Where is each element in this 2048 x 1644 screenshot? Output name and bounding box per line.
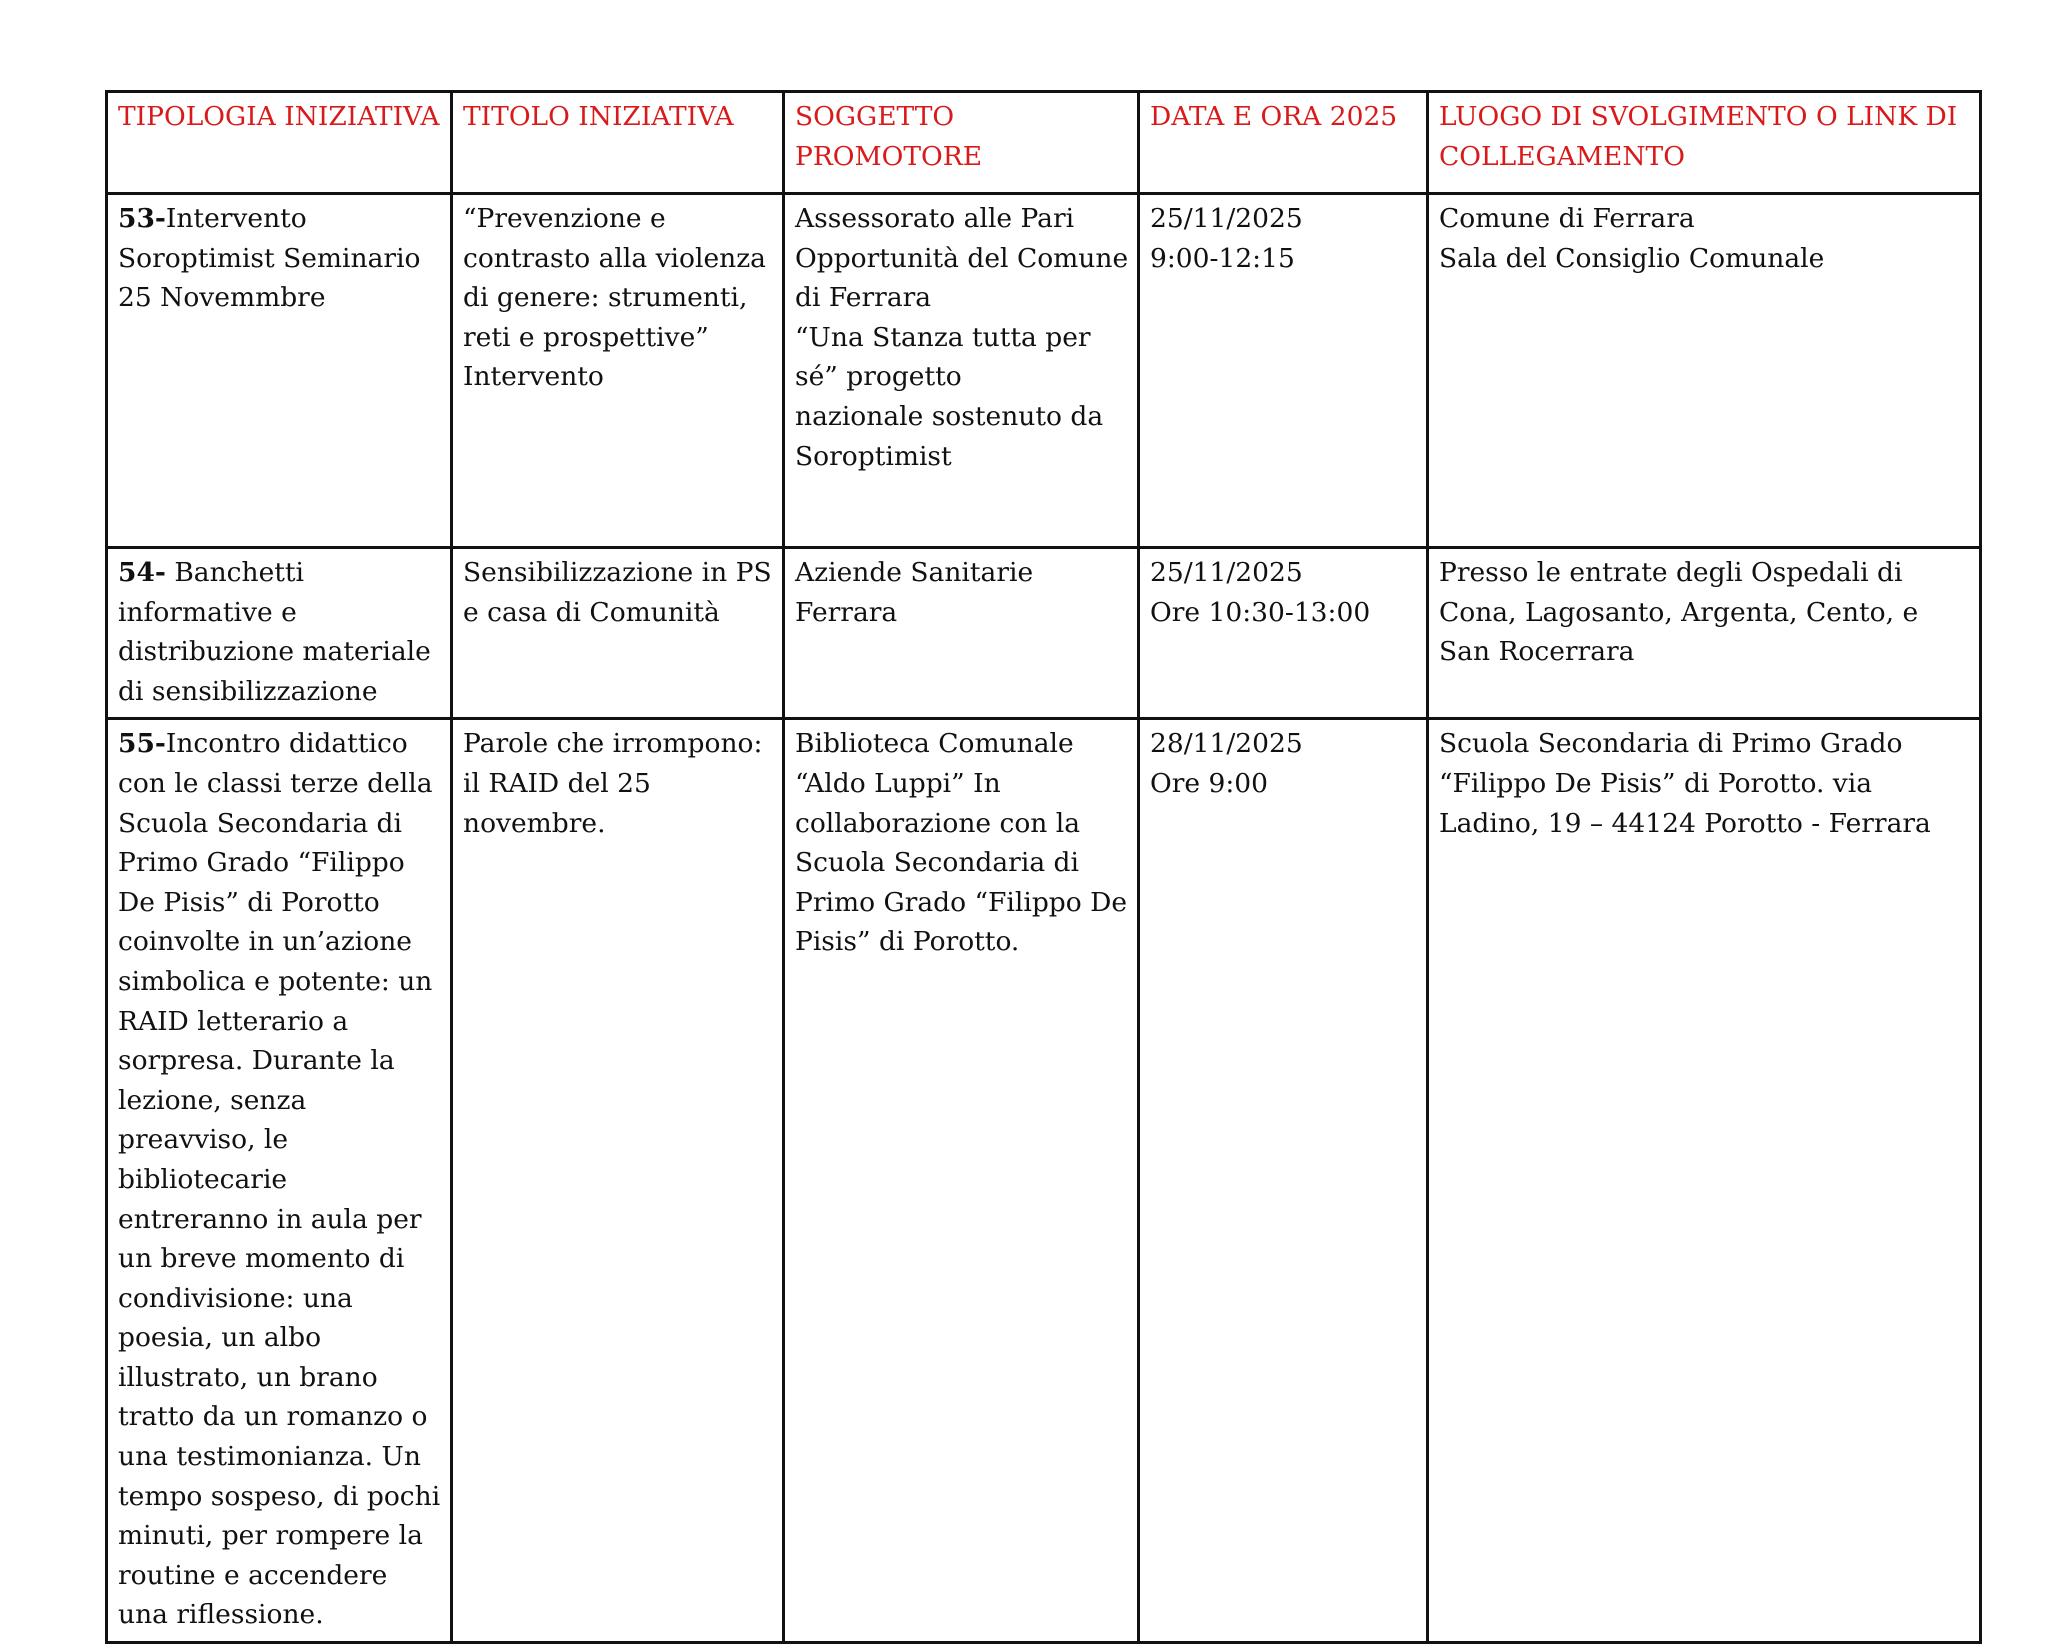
- header-data-ora: DATA E ORA 2025: [1139, 92, 1428, 194]
- header-luogo: LUOGO DI SVOLGIMENTO O LINK DI COLLEGAMENTO: [1428, 92, 1981, 194]
- cell-luogo: Presso le entrate degli Ospedali di Cona, Lagosanto, Argenta, Cento, e San Rocerrara: [1428, 548, 1981, 719]
- table-row: [107, 548, 1981, 719]
- cell-titolo: Sensibilizzazione in PS e casa di Comunità: [452, 548, 784, 719]
- cell-luogo: Scuola Secondaria di Primo Grado “Filippo De Pisis” di Porotto. via Ladino, 19 – 44124 Porotto - Ferrara: [1428, 719, 1981, 1643]
- header-titolo: TITOLO INIZIATIVA: [452, 92, 784, 194]
- cell-soggetto: Aziende Sanitarie Ferrara: [784, 548, 1139, 719]
- cell-tipologia: [107, 194, 452, 548]
- tipologia-text: Incontro didattico con le classi terze della Scuola Secondaria di Primo Grado “Filippo De Pisis” di Porotto coinvolte in un’azione simbolica e potente: un RAID letterario a sorpresa. Durante la lezione, senza preavviso, le bibliotecarie entreranno in aula per un breve momento di condivisione: una poesia, un albo illustrato, un brano tratto da un romanzo o una testimonianza. Un tempo sospeso, di pochi minuti, per rompere la routine e accendere una riflessione.: [118, 728, 441, 1631]
- table-header-row: [107, 92, 1981, 194]
- cell-data-ora: 25/11/2025 9:00-12:15: [1139, 194, 1428, 548]
- cell-titolo: “Prevenzione e contrasto alla violenza di genere: strumenti, reti e prospettive” Intervento: [452, 194, 784, 548]
- header-soggetto: SOGGETTO PROMOTORE: [784, 92, 1139, 194]
- cell-soggetto: Assessorato alle Pari Opportunità del Comune di Ferrara “Una Stanza tutta per sé” progetto nazionale sostenuto da Soroptimist: [784, 194, 1139, 548]
- row-number: 55-: [118, 728, 166, 760]
- tipologia-text: Banchetti informative e distribuzione materiale di sensibilizzazione: [118, 557, 431, 707]
- cell-data-ora: 28/11/2025 Ore 9:00: [1139, 719, 1428, 1643]
- cell-titolo: Parole che irrompono: il RAID del 25 novembre.: [452, 719, 784, 1643]
- cell-data-ora: 25/11/2025 Ore 10:30-13:00: [1139, 548, 1428, 719]
- header-tipologia: TIPOLOGIA INIZIATIVA: [107, 92, 452, 194]
- row-number: 54-: [118, 557, 166, 588]
- cell-tipologia: [107, 719, 452, 1643]
- table-row: [107, 194, 1981, 548]
- cell-luogo: Comune di Ferrara Sala del Consiglio Comunale: [1428, 194, 1981, 548]
- row-number: 53-: [118, 203, 166, 234]
- table-row: [107, 719, 1981, 1643]
- tipologia-text: Intervento Soroptimist Seminario 25 Novemmbre: [118, 203, 421, 314]
- events-table: [105, 90, 1982, 1644]
- cell-tipologia: [107, 548, 452, 719]
- cell-soggetto: Biblioteca Comunale “Aldo Luppi” In collaborazione con la Scuola Secondaria di Primo Grado “Filippo De Pisis” di Porotto.: [784, 719, 1139, 1643]
